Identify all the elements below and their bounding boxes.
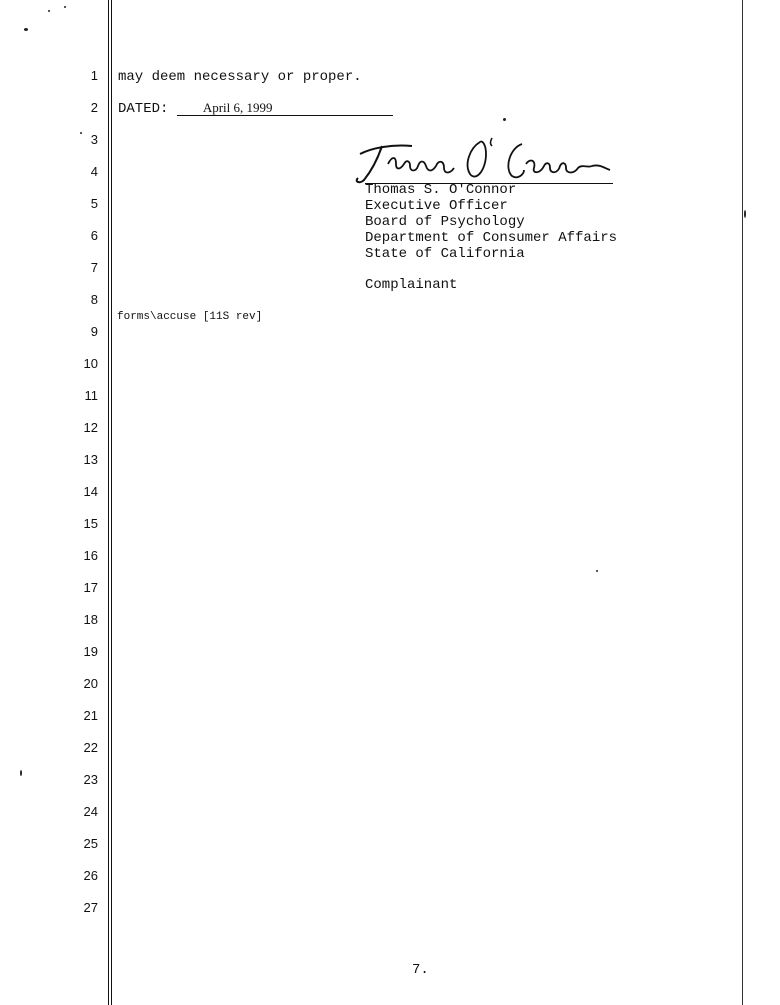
line-number: 25 xyxy=(83,836,98,851)
line-number: 13 xyxy=(83,452,98,467)
line-number: 16 xyxy=(83,548,98,563)
line-number: 14 xyxy=(83,484,98,499)
scan-speck xyxy=(744,210,746,218)
line-number: 8 xyxy=(90,292,98,307)
scan-speck xyxy=(20,770,22,776)
line-number: 4 xyxy=(90,164,98,179)
line-number-column xyxy=(70,66,98,930)
line-number: 23 xyxy=(83,772,98,787)
scan-speck xyxy=(64,6,66,8)
scan-speck xyxy=(503,118,506,121)
line-number: 7 xyxy=(90,260,98,275)
line-number: 1 xyxy=(90,68,98,83)
signer-name: Thomas S. O'Connor xyxy=(365,182,517,198)
line-number: 18 xyxy=(83,612,98,627)
line-number: 12 xyxy=(83,420,98,435)
scan-speck xyxy=(596,570,598,572)
dated-value: April 6, 1999 xyxy=(177,100,393,116)
signer-title: Executive Officer xyxy=(365,198,508,214)
signature-text: Thomas O'Connor xyxy=(352,134,360,135)
line-number: 3 xyxy=(90,132,98,147)
scan-speck xyxy=(48,10,50,12)
dated-row xyxy=(118,100,393,117)
line-number: 21 xyxy=(83,708,98,723)
dated-label: DATED: xyxy=(118,101,169,117)
line-number: 24 xyxy=(83,804,98,819)
line-number: 17 xyxy=(83,580,98,595)
signer-board: Board of Psychology xyxy=(365,214,525,230)
line-number: 15 xyxy=(83,516,98,531)
handwritten-signature xyxy=(352,134,614,186)
line-number: 5 xyxy=(90,196,98,211)
left-margin-rule-inner xyxy=(111,0,112,1005)
scan-speck xyxy=(24,28,28,31)
complainant-label: Complainant xyxy=(365,277,458,293)
form-reference: forms\accuse [11S rev] xyxy=(117,311,263,323)
line-number: 26 xyxy=(83,868,98,883)
line-number: 9 xyxy=(90,324,98,339)
line-number: 11 xyxy=(84,388,98,403)
line-number: 22 xyxy=(83,740,98,755)
line-number: 10 xyxy=(83,356,98,371)
page-number: 7. xyxy=(412,962,429,978)
line-number: 20 xyxy=(83,676,98,691)
left-margin-rule xyxy=(108,0,109,1005)
closing-sentence: may deem necessary or proper. xyxy=(118,69,362,85)
line-number: 2 xyxy=(90,100,98,115)
scan-speck xyxy=(80,132,82,134)
signer-department: Department of Consumer Affairs xyxy=(365,230,618,246)
right-margin-rule xyxy=(742,0,743,1005)
line-number: 27 xyxy=(83,900,98,915)
signer-block xyxy=(365,182,617,262)
line-number: 19 xyxy=(83,644,98,659)
signer-state: State of California xyxy=(365,246,525,262)
line-number: 6 xyxy=(90,228,98,243)
